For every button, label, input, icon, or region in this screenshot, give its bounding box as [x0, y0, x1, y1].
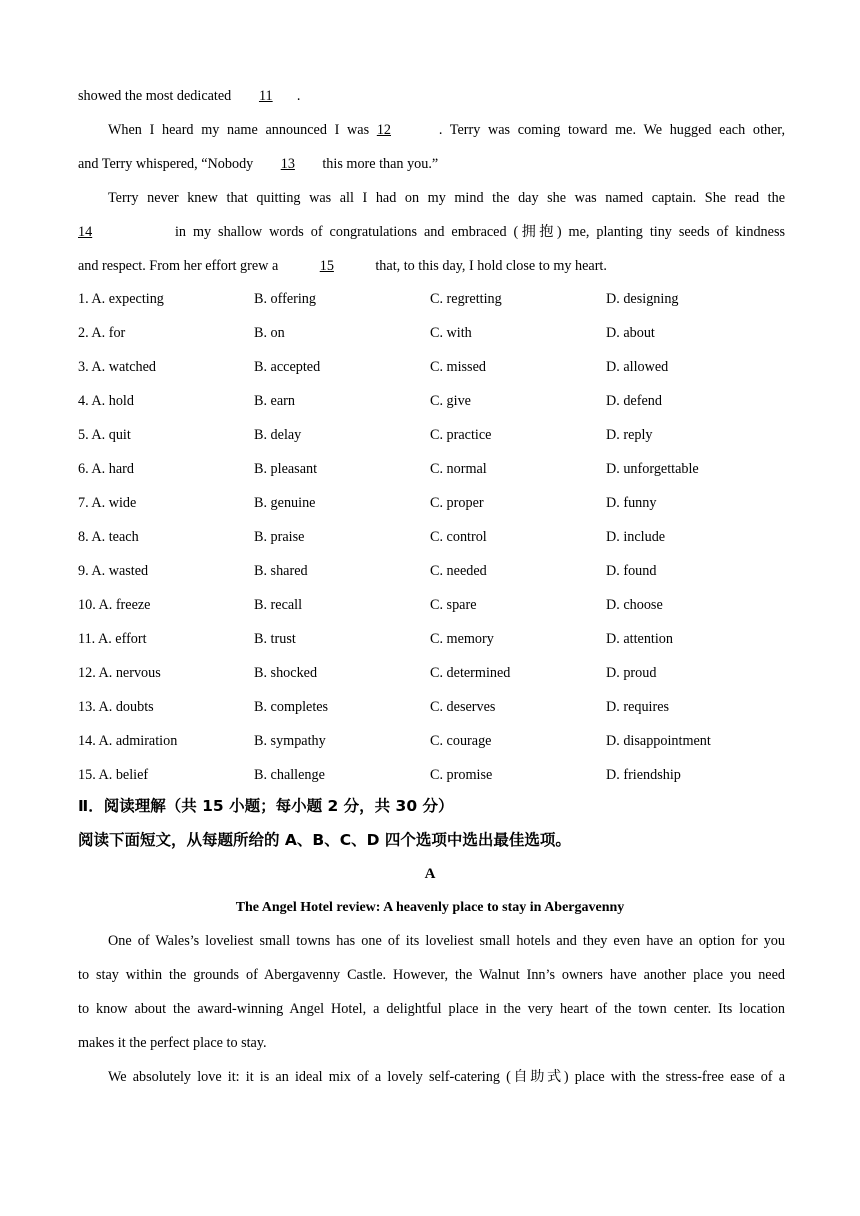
- option-row: [78, 391, 785, 411]
- text: this more than you.”: [318, 156, 439, 172]
- option-b: B. shocked: [254, 665, 318, 681]
- option-d: D. disappointment: [606, 733, 711, 749]
- option-b: B. praise: [254, 529, 305, 545]
- option-c: C. courage: [430, 733, 492, 749]
- option-d: D. attention: [606, 631, 673, 647]
- option-a: 10. A. freeze: [78, 597, 151, 613]
- option-a: 3. A. watched: [78, 359, 157, 375]
- text: showed the most dedicated: [78, 88, 235, 104]
- option-d: D. proud: [606, 665, 657, 681]
- passage-line-1: [78, 86, 785, 106]
- option-b: B. accepted: [254, 359, 321, 375]
- option-a: 6. A. hard: [78, 461, 134, 477]
- option-a: 2. A. for: [78, 325, 126, 341]
- option-row: [78, 493, 785, 513]
- option-c: C. regretting: [430, 291, 502, 307]
- section-heading: Ⅱ．阅读理解（共 15 小题；每小题 2 分，共 30 分）: [78, 797, 454, 815]
- option-row: [78, 765, 785, 785]
- option-c: C. with: [430, 325, 472, 341]
- option-row: [78, 731, 785, 751]
- option-b: B. shared: [254, 563, 308, 579]
- part-label: A: [424, 866, 436, 882]
- section-instruction: 阅读下面短文，从每题所给的 A、B、C、D 四个选项中选出最佳选项。: [78, 831, 571, 849]
- option-b: B. earn: [254, 393, 295, 409]
- option-d: D. include: [606, 529, 666, 545]
- option-d: D. designing: [606, 291, 679, 307]
- option-row: [78, 289, 785, 309]
- option-d: D. funny: [606, 495, 657, 511]
- option-row: [78, 357, 785, 377]
- option-a: 12. A. nervous: [78, 665, 161, 681]
- option-d: D. reply: [606, 427, 653, 443]
- option-a: 13. A. doubts: [78, 699, 154, 715]
- option-d: D. allowed: [606, 359, 669, 375]
- article-line-4: makes it the perfect place to stay.: [78, 1035, 267, 1051]
- option-c: C. proper: [430, 495, 484, 511]
- option-d: D. requires: [606, 699, 670, 715]
- option-b: B. sympathy: [254, 733, 326, 749]
- text: .: [296, 88, 301, 104]
- option-a: 14. A. admiration: [78, 733, 178, 749]
- option-row: [78, 629, 785, 649]
- blank-12: 12: [376, 122, 391, 138]
- option-c: C. give: [430, 393, 471, 409]
- blank-15: 15: [319, 258, 334, 274]
- option-b: B. completes: [254, 699, 329, 715]
- option-c: C. practice: [430, 427, 492, 443]
- option-b: B. trust: [254, 631, 296, 647]
- option-d: D. unforgettable: [606, 461, 699, 477]
- passage-line-4: Terry never knew that quitting was all I had on my mind the day she was named captain. She read the: [108, 190, 785, 206]
- blank-11: 11: [258, 88, 273, 104]
- article-title: The Angel Hotel review: A heavenly place to stay in Abergavenny: [235, 900, 625, 915]
- option-a: 1. A. expecting: [78, 291, 164, 307]
- passage-line-2: [108, 120, 785, 140]
- option-a: 8. A. teach: [78, 529, 139, 545]
- passage-line-5: [78, 222, 785, 242]
- option-row: [78, 697, 785, 717]
- option-c: C. control: [430, 529, 487, 545]
- option-c: C. spare: [430, 597, 477, 613]
- text: When I heard my name announced I was: [108, 122, 377, 138]
- option-a: 15. A. belief: [78, 767, 149, 783]
- article-line-1: One of Wales’s loveliest small towns has one of its loveliest small hotels and they even have an option for you: [108, 933, 785, 949]
- text: . Terry was coming toward me. We hugged each other,: [438, 122, 785, 138]
- option-c: C. determined: [430, 665, 511, 681]
- option-a: 11. A. effort: [78, 631, 147, 647]
- option-b: B. challenge: [254, 767, 325, 783]
- text: that, to this day, I hold close to my heart.: [371, 258, 607, 274]
- option-c: C. promise: [430, 767, 493, 783]
- option-d: D. choose: [606, 597, 663, 613]
- option-b: B. genuine: [254, 495, 316, 511]
- option-b: B. offering: [254, 291, 316, 307]
- option-row: [78, 561, 785, 581]
- option-b: B. pleasant: [254, 461, 318, 477]
- option-a: 4. A. hold: [78, 393, 134, 409]
- option-c: C. normal: [430, 461, 487, 477]
- text: in my shallow words of congratulations and embraced (拥抱) me, planting tiny seeds of kindness: [168, 224, 785, 240]
- text: and respect. From her effort grew a: [78, 258, 282, 274]
- option-c: C. needed: [430, 563, 487, 579]
- option-row: [78, 527, 785, 547]
- option-b: B. on: [254, 325, 285, 341]
- option-row: [78, 663, 785, 683]
- text: and Terry whispered, “Nobody: [78, 156, 257, 172]
- option-d: D. defend: [606, 393, 662, 409]
- option-a: 5. A. quit: [78, 427, 131, 443]
- option-d: D. about: [606, 325, 655, 341]
- blank-13: 13: [280, 156, 295, 172]
- option-b: B. recall: [254, 597, 303, 613]
- option-a: 9. A. wasted: [78, 563, 149, 579]
- option-d: D. found: [606, 563, 657, 579]
- option-b: B. delay: [254, 427, 302, 443]
- option-c: C. memory: [430, 631, 494, 647]
- blank-14: 14: [78, 224, 93, 240]
- option-c: C. missed: [430, 359, 486, 375]
- option-row: [78, 459, 785, 479]
- option-c: C. deserves: [430, 699, 496, 715]
- option-d: D. friendship: [606, 767, 681, 783]
- passage-line-3: [78, 154, 785, 174]
- option-row: [78, 425, 785, 445]
- article-line-2: to stay within the grounds of Abergavenny Castle. However, the Walnut Inn’s owners have another place you need: [78, 967, 785, 983]
- passage-line-6: [78, 256, 785, 276]
- article-line-5: We absolutely love it: it is an ideal mix of a lovely self-catering (自助式) place with the stress-free ease of a: [108, 1069, 785, 1085]
- article-line-3: to know about the award-winning Angel Hotel, a delightful place in the very heart of the town center. Its location: [78, 1001, 785, 1017]
- option-a: 7. A. wide: [78, 495, 137, 511]
- option-row: [78, 595, 785, 615]
- option-row: [78, 323, 785, 343]
